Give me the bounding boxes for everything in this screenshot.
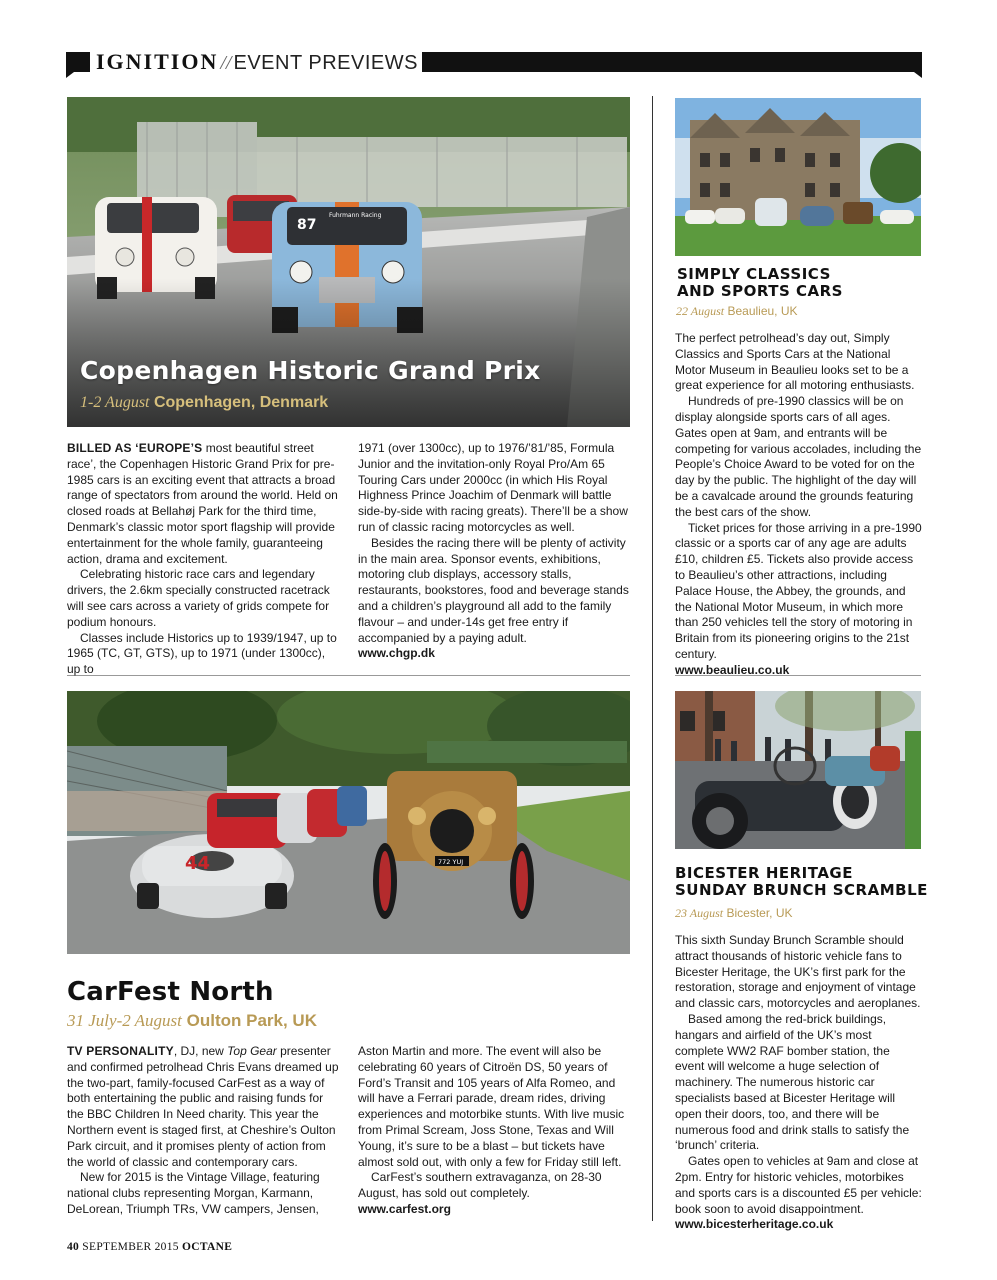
copenhagen-paragraph: Besides the racing there will be plenty of activity in the main area. Sponsor events, exhibitions, motoring club displays, accessory stalls, restaurants, bookstores, food and beverage stands and a children’s playground all add to the family flavour – and under-14s get free entry if accompanied by a paying adult. [358, 535, 629, 645]
carfest-column-2 [358, 1044, 630, 1218]
copenhagen-lead: BILLED AS ‘EUROPE’S [67, 441, 203, 455]
carfest-paragraph: New for 2015 is the Vintage Village, featuring national clubs representing Morgan, Karmann, DeLorean, Triumph TRs, VW campers, Jensen, [67, 1170, 320, 1216]
carfest-photo [67, 691, 630, 954]
copenhagen-location: Copenhagen, Denmark [153, 394, 329, 411]
carfest-dateline [67, 1011, 317, 1031]
beaulieu-dateline [676, 304, 798, 319]
header-bar-right [422, 52, 922, 72]
magazine-name: OCTANE [182, 1241, 233, 1253]
carfest-location: Oulton Park, UK [186, 1011, 317, 1030]
carfest-p1-em: Top Gear [227, 1044, 277, 1058]
beaulieu-location: Beaulieu, UK [727, 304, 798, 318]
bicester-paragraph: Based among the red-brick buildings, hangars and airfield of the UK’s most complete WW2 RAF bomber station, the event will welcome a huge selection of machinery. The numerous historic car specialists based at Bicester Heritage will open their doors, too, and there will be numerous food and drink stalls to satisfy the ‘brunch’ criteria. [675, 1011, 910, 1153]
copenhagen-paragraph: Celebrating historic race cars and legendary drivers, the 2.6km specially constructed racetrack will see cars across a variety of grids compete for podium honours. [67, 567, 330, 629]
copenhagen-paragraph: Classes include Historics up to 1939/1947, up to 1965 (TC, GT, GTS), up to 1971 (under 1300cc), up to [67, 630, 337, 677]
copenhagen-column-2 [358, 441, 630, 662]
beaulieu-paragraph: The perfect petrolhead’s day out, Simply Classics and Sports Cars at the National Motor Museum in Beaulieu looks set to be a great experience for all motoring enthusiasts. [675, 331, 915, 393]
bicester-date: 23 August [675, 906, 724, 920]
page-footer [67, 1241, 232, 1253]
header-section: EVENT PREVIEWS [233, 52, 418, 74]
bicester-paragraph: This sixth Sunday Brunch Scramble should attract thousands of historic vehicle fans to Bicester Heritage, the UK’s first park for the restoration, storage and enjoyment of vintage and classic cars, motorcycles and aeroplanes. [675, 933, 921, 1011]
carfest-lead: TV PERSONALITY [67, 1044, 174, 1058]
beaulieu-body [675, 331, 922, 679]
copenhagen-url[interactable]: www.chgp.dk [358, 646, 435, 661]
copenhagen-paragraph: 1971 (over 1300cc), up to 1976/’81/’85, Formula Junior and the invitation-only Royal Pro/Am 65 Touring Cars under 2000cc (in which His Royal Highness Prince Joachim of Denmark will battle side-by-side with racing greats). There’ll be a show run of classic racing motorcycles as well. [358, 441, 628, 534]
column-divider [652, 96, 653, 1221]
beaulieu-title [677, 266, 843, 300]
beaulieu-date: 22 August [676, 304, 725, 318]
beaulieu-title-line-2: AND SPORTS CARS [677, 282, 843, 300]
bicester-paragraph: Gates open to vehicles at 9am and close at 2pm. Entry for historic vehicles, motorbikes and sports cars is a discounted £5 per vehicle: book soon to avoid disappointment. [675, 1154, 922, 1216]
beaulieu-paragraph: Ticket prices for those arriving in a pre-1990 classic or a sports car of any age are adults £10, children £5. Tickets also provide access to Beaulieu’s other attractions, including Palace House, the Abbey, the grounds, and the National Motor Museum, in which more than 250 vehicles tell the story of motoring in Britain from its pioneering origins to the 21st century. [675, 520, 922, 661]
carfest-paragraph: Aston Martin and more. The event will also be celebrating 60 years of Citroën DS, 50 years of Ford’s Transit and 105 years of Alfa Romeo, and will have a Ferrari parade, dream rides, driving experiences and motorbike stunts. With live music from Primal Scream, Joss Stone, Texas and Will Young, it’s sure to be a blast – but tickets have almost sold out, with only a few for Friday still left. [358, 1044, 625, 1169]
carfest-p1-b: presenter and confirmed petrolhead Chris Evans dreamed up the two-part, family-focused CarFest as a way of both entertaining the public and raising funds for the BBC Children In Need charity. This year the Northern event is staged first, at Cheshire’s Oulton Park circuit, and it promises plenty of action from the world of classic and contemporary cars. [67, 1044, 339, 1169]
copenhagen-title: Copenhagen Historic Grand Prix [80, 356, 541, 385]
carfest-title: CarFest North [67, 977, 274, 1007]
copenhagen-date: 1-2 August [80, 394, 150, 411]
bicester-body [675, 933, 922, 1233]
beaulieu-photo [675, 98, 921, 256]
section-header [66, 49, 922, 75]
beaulieu-title-line-1: SIMPLY CLASSICS [677, 265, 831, 283]
page-number: 40 [67, 1241, 80, 1253]
bicester-title-line-2: SUNDAY BRUNCH SCRAMBLE [675, 881, 928, 899]
bicester-dateline [675, 906, 793, 921]
carfest-column-1 [67, 1044, 339, 1218]
carfest-url[interactable]: www.carfest.org [358, 1201, 451, 1216]
copenhagen-dateline [80, 394, 328, 412]
bicester-location: Bicester, UK [726, 906, 793, 920]
beaulieu-url[interactable]: www.beaulieu.co.uk [675, 662, 790, 677]
issue-date: SEPTEMBER 2015 [82, 1241, 179, 1253]
header-bar-left [66, 52, 90, 72]
bicester-url[interactable]: www.bicesterheritage.co.uk [675, 1217, 834, 1232]
carfest-paragraph: CarFest’s southern extravaganza, on 28-30 August, has sold out completely. [358, 1170, 602, 1201]
copenhagen-p1-text: most beautiful street race’, the Copenhagen Historic Grand Prix for pre-1985 cars is an exciting event that attracts a broad range of spectators from around the world. Held on closed roads at Bellahøj Park for the third time, Denmark’s classic motor sport flagship will provide entertainment for the whole family, guaranteeing action, drama and excitement. [67, 441, 338, 566]
header-brand: IGNITION [96, 49, 219, 74]
bicester-title-line-1: BICESTER HERITAGE [675, 864, 853, 882]
carfest-paragraph [67, 1044, 339, 1170]
carfest-plate: 772 YUJ [438, 858, 464, 866]
copenhagen-paragraph [67, 441, 339, 567]
header-title [96, 49, 418, 75]
copenhagen-column-1 [67, 441, 339, 678]
bicester-title [675, 865, 928, 899]
bicester-photo [675, 691, 921, 849]
carfest-date: 31 July-2 August [67, 1011, 182, 1030]
carfest-car-number: 44 [185, 853, 211, 874]
carfest-p1-a: , DJ, new [173, 1044, 228, 1058]
beaulieu-paragraph: Hundreds of pre-1990 classics will be on display alongside sports cars of all ages. Gates open at 9am, and entrants will be competing for various accolades, including the People’s Choice Award to be voted for on the day by the public. The highlight of the day will be a cavalcade around the grounds featuring the best cars of the show. [675, 394, 922, 519]
header-slash: // [220, 52, 232, 74]
